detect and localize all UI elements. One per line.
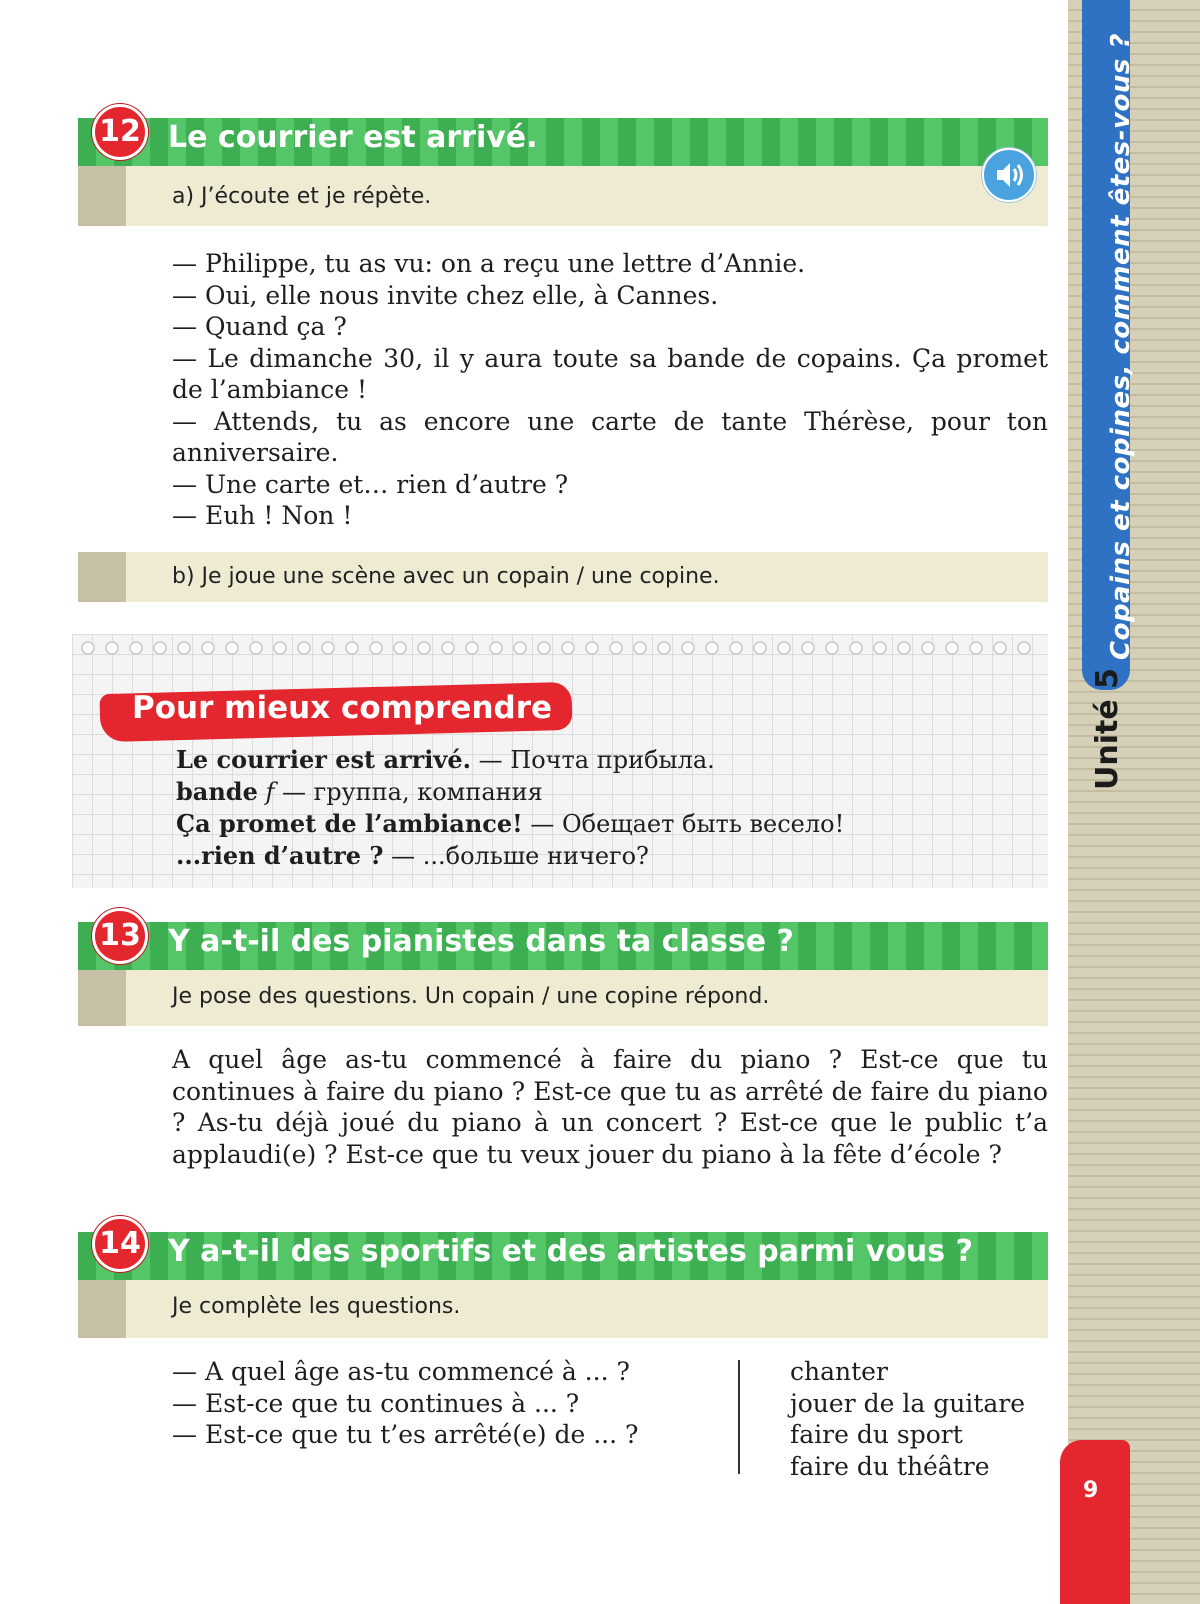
vocab-term: Le courrier est arrivé. — [176, 745, 471, 774]
question-item: — Est-ce que tu t’es arrêté(e) de ... ? — [172, 1420, 639, 1449]
vocab-term: Ça promet de l’ambiance! — [176, 809, 523, 838]
exercise-14-header — [78, 1232, 1048, 1280]
option-item: chanter — [790, 1357, 888, 1386]
page-number: 9 — [1083, 1478, 1099, 1503]
exercise-13-number: 13 — [92, 908, 148, 964]
vocab-gloss: — Обещает быть весело! — [522, 810, 845, 838]
dialogue-line: — Oui, elle nous invite chez elle, à Cannes. — [172, 280, 719, 310]
unit-theme-label: Copains et copines, comment êtes-vous ? — [1106, 33, 1136, 660]
exercise-12-dialogue — [172, 248, 1048, 532]
option-item: jouer de la guitare — [790, 1388, 1025, 1418]
dialogue-line: — Philippe, tu as vu: on a reçu une lettre d’Annie. — [172, 249, 806, 278]
unit-label: Unité 5 — [1090, 667, 1125, 790]
dialogue-line: — Euh ! Non ! — [172, 501, 353, 530]
exercise-13-text: A quel âge as-tu commencé à faire du piano ? Est-ce que tu continues à faire du piano ? Est-ce que tu as arrêté de faire du piano ? As-tu déjà joué du piano à un concert ? Est-ce que le public t’a applaudi(e) ? Est-ce que tu veux jouer du piano à la fête d’école ? — [172, 1045, 1048, 1169]
exercise-12-title: Le courrier est arrivé. — [168, 120, 538, 155]
dialogue-line: — Le dimanche 30, il y aura toute sa bande de copains. Ça promet de l’ambiance ! — [172, 343, 1048, 404]
vocab-term: ...rien d’autre ? — [176, 841, 384, 870]
exercise-13-instruction-text: Je pose des questions. Un copain / une copine répond. — [172, 984, 770, 1009]
notebook-rings-icon — [78, 638, 1040, 658]
page-number-tab — [1060, 1440, 1130, 1604]
instruction-b-text: b) Je joue une scène avec un copain / une copine. — [172, 564, 720, 589]
exercise-13-header — [78, 922, 1048, 970]
vocab-entry — [176, 808, 844, 840]
vocab-gender: f — [257, 778, 275, 806]
exercise-13-title: Y a-t-il des pianistes dans ta classe ? — [168, 924, 794, 959]
vocab-gloss: — ...больше ничего? — [383, 842, 649, 870]
option-item: faire du théâtre — [790, 1451, 990, 1481]
column-divider — [738, 1360, 740, 1474]
exercise-14-instruction — [78, 1280, 1048, 1338]
instruction-a-text: a) J’écoute et je répète. — [172, 184, 432, 209]
vocab-entry — [176, 776, 844, 808]
exercise-12-instruction-b — [78, 552, 1048, 602]
exercise-12-number: 12 — [92, 104, 148, 160]
exercise-12-header — [78, 118, 1048, 166]
speaker-icon — [984, 150, 1034, 200]
vocab-gloss: — группа, компания — [274, 778, 543, 806]
vocabulary-title: Pour mieux comprendre — [132, 690, 553, 726]
vocab-entry — [176, 744, 844, 776]
exercise-14-instruction-text: Je complète les questions. — [172, 1294, 461, 1319]
exercise-12-instruction-a — [78, 166, 1048, 226]
exercise-13-instruction — [78, 970, 1048, 1026]
question-item: — Est-ce que tu continues à ... ? — [172, 1388, 580, 1418]
vocab-gloss: — Почта прибыла. — [471, 746, 715, 774]
dialogue-line: — Quand ça ? — [172, 312, 347, 341]
exercise-14-questions — [172, 1356, 638, 1451]
vocab-entry — [176, 840, 844, 872]
audio-speaker-icon[interactable] — [982, 148, 1036, 202]
vocabulary-list — [176, 744, 844, 872]
exercise-14-number: 14 — [92, 1216, 148, 1272]
dialogue-line: — Une carte et… rien d’autre ? — [172, 469, 569, 499]
exercise-14-options — [790, 1356, 1025, 1482]
vocab-term: bande — [176, 777, 258, 806]
dialogue-line: — Attends, tu as encore une carte de tante Thérèse, pour ton anniversaire. — [172, 406, 1048, 467]
question-item: — A quel âge as-tu commencé à ... ? — [172, 1357, 630, 1386]
option-item: faire du sport — [790, 1420, 963, 1449]
exercise-14-title: Y a-t-il des sportifs et des artistes parmi vous ? — [168, 1234, 973, 1269]
